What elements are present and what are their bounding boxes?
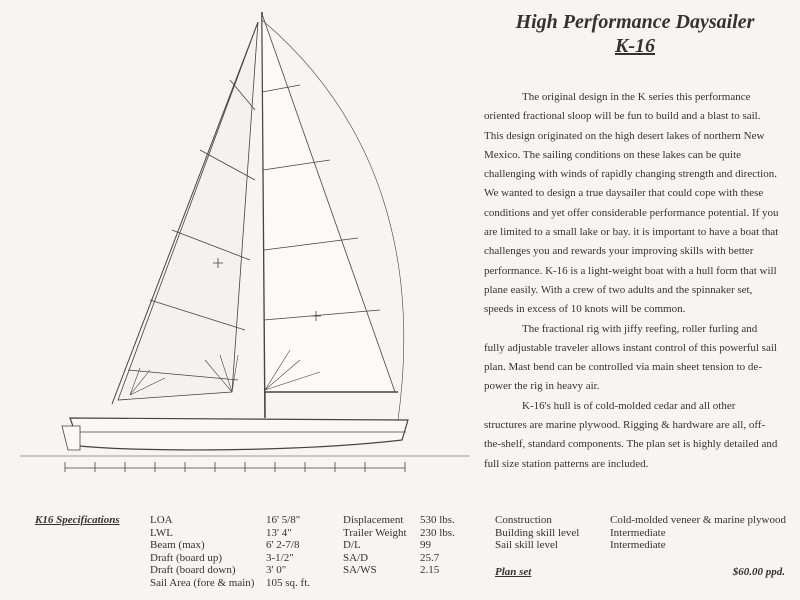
spec-value: 6' 2-7/8 (266, 539, 300, 551)
description-paragraph: K-16's hull is of cold-molded cedar and all other structures are marine plywood. Rigging & hardware are all, off-the-shelf, standard components. The plan set is highly detailed and full size station patterns are included. (484, 399, 778, 470)
spec-key: Building skill level (495, 526, 580, 539)
spec-col2-values (420, 514, 455, 577)
spec-value: 13' 4" (266, 526, 292, 539)
specifications (0, 512, 800, 600)
spec-value: 530 lbs. (420, 514, 455, 526)
spec-col2-keys (343, 514, 407, 577)
spec-value: 16' 5/8" (266, 514, 301, 526)
spec-key: Construction (495, 514, 552, 526)
spec-key: SA/D (343, 551, 369, 564)
plan-set-price: $60.00 ppd. (732, 566, 785, 578)
spec-value: Cold-molded veneer & marine plywood (610, 514, 786, 526)
spec-key: Trailer Weight (343, 526, 407, 539)
title-line2: K-16 (615, 35, 655, 57)
spec-col1-values (266, 514, 310, 589)
spec-col3-values (610, 514, 786, 552)
spec-value: 25.7 (420, 551, 440, 564)
page-title (490, 10, 780, 58)
spec-value: Intermediate (610, 539, 666, 551)
spec-col1-keys (150, 514, 254, 589)
spec-key: Displacement (343, 514, 404, 526)
spec-key: Sail skill level (495, 539, 558, 551)
spec-col3-keys (495, 514, 579, 552)
description-paragraph: The original design in the K series this performance oriented fractional sloop will be fun to build and a blast to sail. This design originated on the high desert lakes of northern New Mexico. The sailing conditions on these lakes can be quite challenging with winds of rapidly changing strength and direction. We wanted to design a true daysailer that could cope with these conditions and yet offer considerable performance potential. If you are limited to a small lake or bay. it is important to have a boat that challenges you and rewards your improving skills with better performance. K-16 is a light-weight boat with a hull form that will plane easily. With a crew of two adults and the spinnaker set, speeds in excess of 10 knots will be common. (484, 91, 779, 316)
hull (70, 418, 408, 450)
spec-value: 3-1/2" (266, 551, 294, 564)
spec-value: 99 (420, 539, 431, 551)
spec-value: 3' 0" (266, 564, 287, 576)
spec-key: SA/WS (343, 564, 377, 576)
spec-key: Beam (max) (150, 539, 205, 551)
jib (118, 22, 258, 400)
spec-key: Draft (board up) (150, 551, 223, 564)
spec-key: LOA (150, 514, 173, 526)
spec-key: LWL (150, 526, 174, 539)
spec-value: 230 lbs. (420, 526, 455, 539)
spec-key: Sail Area (fore & main) (150, 576, 255, 589)
spec-value: Intermediate (610, 526, 666, 539)
description (484, 88, 780, 474)
sail-plan-drawing (0, 0, 470, 480)
spec-key: Draft (board down) (150, 564, 236, 576)
title-line1: High Performance Daysailer (515, 11, 755, 33)
spec-key: D/L (343, 539, 361, 551)
spec-value: 2.15 (420, 564, 440, 576)
spec-value: 105 sq. ft. (266, 576, 310, 589)
mainsail (262, 14, 395, 392)
plan-set-label: Plan set (495, 566, 532, 578)
specs-label: K16 Specifications (35, 514, 120, 526)
plan-set-row (495, 566, 785, 578)
description-paragraph: The fractional rig with jiffy reefing, roller furling and fully adjustable traveler allows instant control of this powerful sail plan. Mast bend can be controlled via main sheet tension to de-power the rig in heavy air. (484, 322, 777, 393)
